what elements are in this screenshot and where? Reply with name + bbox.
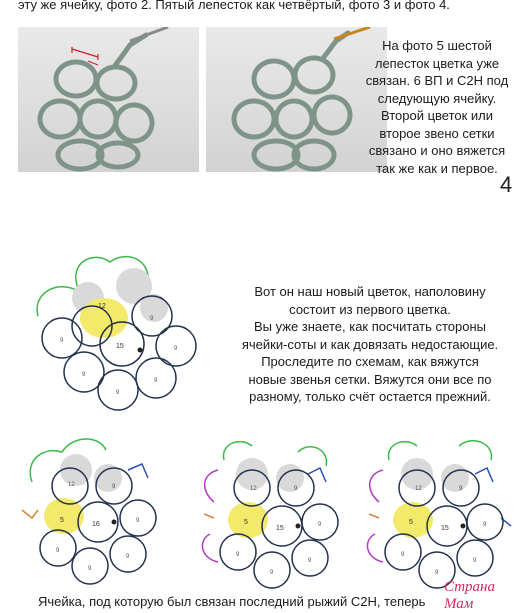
label-petal: 12: [68, 482, 75, 488]
label-petal: 9: [236, 552, 240, 558]
label-petal: 9: [318, 522, 322, 528]
step-number: 4: [500, 172, 513, 197]
label-petal: 9: [154, 378, 158, 384]
label-petal: 9: [116, 390, 120, 396]
label-yellow: 5: [60, 517, 64, 524]
text1-line-7: связано и оно вяжется: [368, 143, 506, 158]
diagram-3-svg: [355, 430, 520, 590]
diagram-main-svg: [28, 246, 208, 416]
label-petal: 9: [56, 548, 60, 554]
text1-line-2: лепесток цветка уже: [374, 55, 500, 71]
label-petal: 9: [136, 518, 140, 524]
label-petal: 9: [294, 486, 298, 492]
text1-line-8: так же как и первое.: [376, 160, 498, 176]
text1-line-1: На фото 5 шестой: [382, 38, 492, 53]
label-petal: 9: [60, 338, 64, 344]
label-petal: 9: [112, 484, 116, 490]
label-petal: 9: [473, 558, 477, 564]
text2-line-2: состоит из первого цветка.: [289, 301, 451, 317]
label-petal: 9: [88, 566, 92, 572]
label-petal: 12: [250, 486, 257, 492]
label-center: 15: [276, 525, 284, 532]
text2-line-7: разному, только счёт остается прежний.: [249, 389, 491, 404]
label-petal: 9: [483, 522, 487, 528]
label-petal: 9: [174, 346, 178, 352]
text1-line-4: следующую ячейку.: [377, 90, 497, 106]
top-caption: эту же ячейку, фото 2. Пятый лепесток как четвёртый, фото 3 и фото 4.: [18, 0, 450, 12]
diagram-1: [18, 430, 178, 590]
bottom-caption: Ячейка, под которую был связан последний рыжий С2Н, теперь: [38, 594, 426, 609]
label-petal: 12: [415, 486, 422, 492]
label-center: 15: [441, 525, 449, 532]
label-petal: 9: [82, 372, 86, 378]
label-petal: 9: [459, 486, 463, 492]
diagram-1-svg: [18, 430, 178, 590]
crochet-photo-1: [18, 27, 199, 172]
diagram-3: [355, 430, 520, 590]
text2-line-4: ячейки-соты и как довязать недостающие.: [241, 336, 499, 352]
label-center: 15: [116, 343, 124, 350]
label-petal: 9: [270, 570, 274, 576]
text2-line-6: новые звенья сетки. Вяжутся они все по: [248, 371, 492, 387]
label-yellow: 12: [98, 303, 106, 310]
diagram-2: [190, 430, 350, 590]
label-center: 16: [92, 521, 100, 528]
label-petal: 9: [150, 316, 154, 322]
label-petal: 9: [435, 570, 439, 576]
text1-line-3: связан. 6 ВП и С2Н под: [365, 73, 509, 88]
diagram-2-svg: [190, 430, 350, 590]
label-yellow: 5: [244, 519, 248, 526]
diagram-main: [28, 246, 208, 416]
label-petal: 9: [126, 554, 130, 560]
label-yellow: 5: [409, 519, 413, 526]
label-petal: 9: [401, 552, 405, 558]
text2-line-5: Проследите по схемам, как вяжутся: [261, 354, 479, 369]
watermark-logo: Страна Мам: [444, 579, 495, 612]
text1-line-6: второе звено сетки: [379, 125, 495, 141]
text1-line-5: Второй цветок или: [380, 108, 494, 123]
instruction-text-1: [357, 37, 517, 177]
instruction-text-2: [220, 283, 520, 406]
label-petal: 9: [308, 558, 312, 564]
text2-line-1: Вот он наш новый цветок, наполовину: [254, 284, 486, 299]
text2-line-3: Вы уже знаете, как посчитать стороны: [253, 319, 486, 334]
